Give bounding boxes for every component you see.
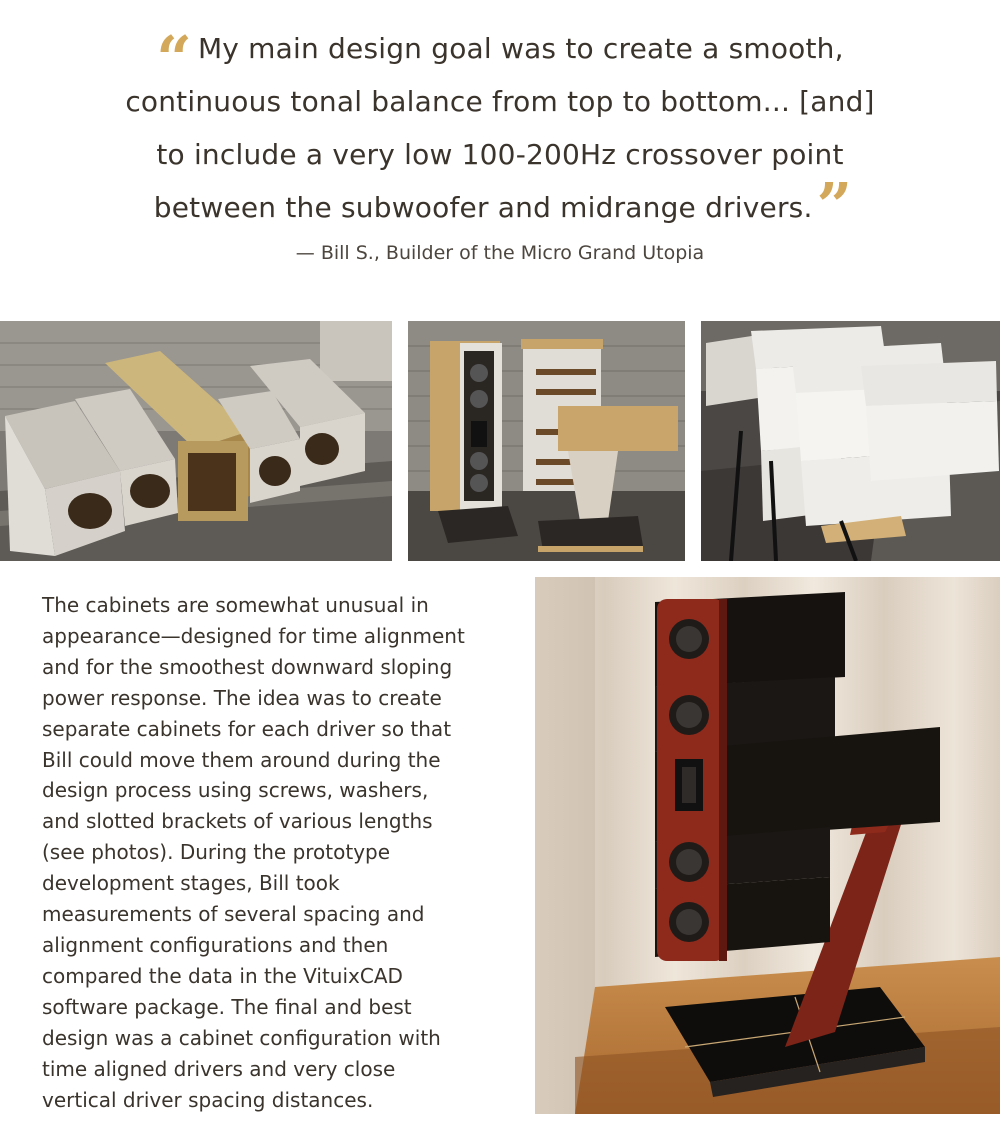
body-line: development stages, Bill took — [42, 871, 340, 896]
photo-prototype-brackets — [408, 321, 685, 561]
body-line: design process using screws, washers, — [42, 778, 429, 803]
quote-text-4: between the subwoofer and midrange drivers. — [153, 191, 813, 224]
quote-line-1 — [0, 22, 1000, 95]
body-line: compared the data in the VituixCAD — [42, 963, 403, 988]
body-line: alignment configurations and then — [42, 932, 389, 957]
body-line: vertical driver spacing distances. — [42, 1087, 374, 1112]
body-line: The cabinets are somewhat unusual in — [42, 593, 429, 617]
quote-line-2: continuous tonal balance from top to bottom... [and] — [125, 85, 875, 118]
body-line: separate cabinets for each driver so that — [42, 716, 452, 741]
quote-line-4 — [0, 169, 1000, 242]
body-line: and for the smoothest downward sloping — [42, 654, 453, 679]
quote-attribution: — Bill S., Builder of the Micro Grand Utopia — [295, 242, 705, 264]
body-line: Bill could move them around during the — [42, 747, 441, 772]
body-line: software package. The final and best — [42, 994, 412, 1019]
quote-line-3: to include a very low 100-200Hz crossover point — [156, 138, 844, 171]
open-quote-icon: “ — [156, 22, 186, 95]
close-quote-icon: ” — [816, 169, 847, 242]
body-line: design was a cabinet configuration with — [42, 1025, 441, 1050]
quote-text-1: My main design goal was to create a smooth, — [197, 32, 844, 65]
pull-quote — [0, 22, 1000, 264]
body-line: power response. The idea was to create — [42, 685, 442, 710]
article-body — [42, 590, 522, 1115]
photo-raw-cabinets — [0, 321, 392, 561]
body-line: measurements of several spacing and — [42, 902, 425, 927]
body-line: appearance—designed for time alignment — [42, 623, 465, 648]
body-line: time aligned drivers and very close — [42, 1056, 396, 1081]
body-line: and slotted brackets of various lengths — [42, 809, 433, 834]
photo-finished-speaker — [535, 577, 1000, 1114]
body-line: (see photos). During the prototype — [42, 840, 391, 865]
photo-primed-cabinets — [701, 321, 1000, 561]
